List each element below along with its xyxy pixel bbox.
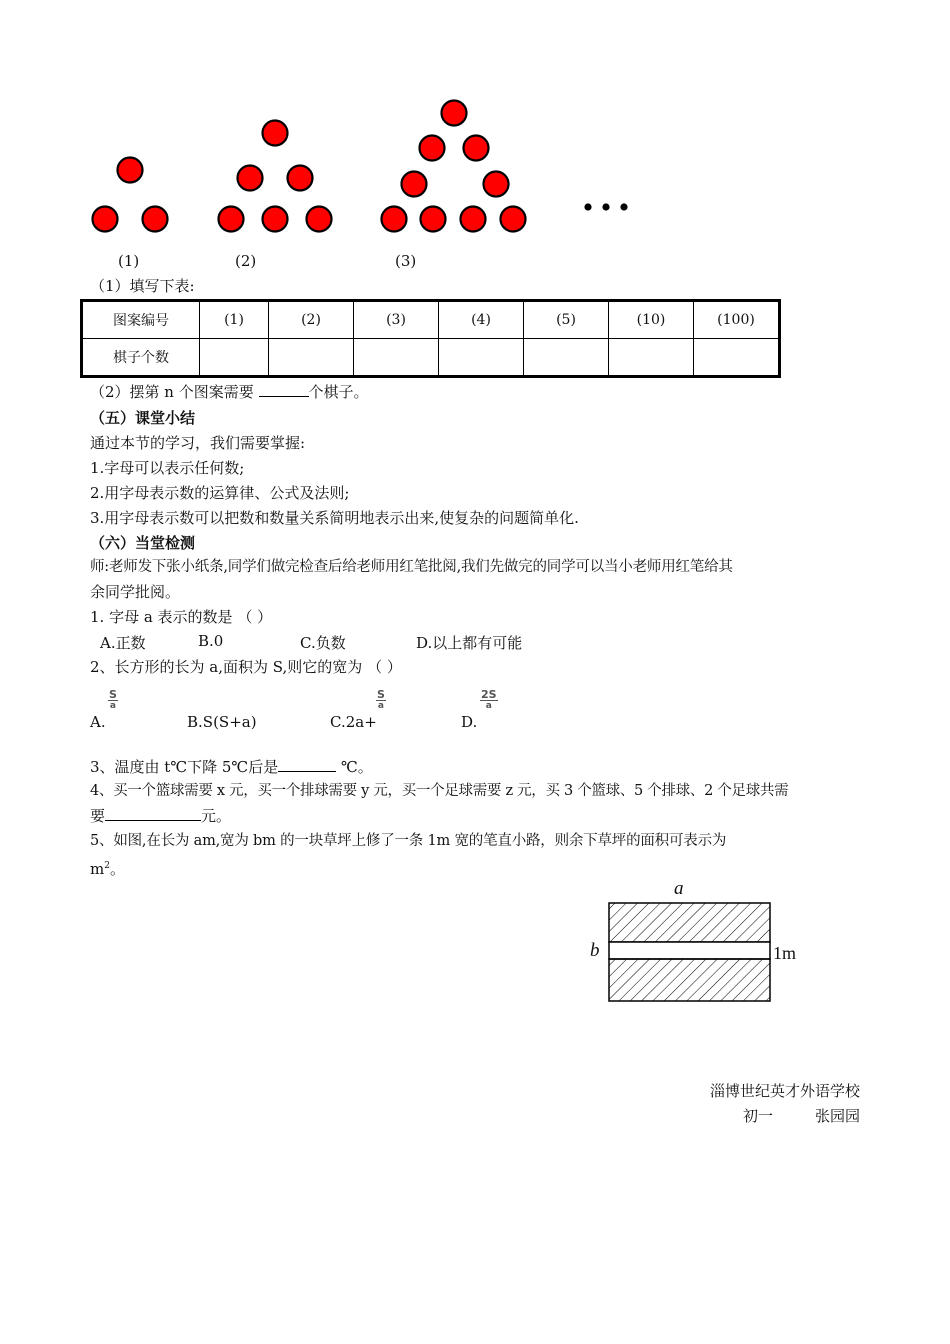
pattern-dot [263, 121, 288, 146]
section-5-point-3: 3.用字母表示数可以把数和数量关系简明地表示出来,使复杂的问题简单化. [90, 509, 579, 527]
fraction-numerator: S [109, 688, 117, 701]
question-3-text [90, 757, 373, 777]
pattern-dot [93, 207, 118, 232]
table-blank-cell[interactable] [354, 339, 439, 377]
pattern-dot [464, 136, 489, 161]
pattern-label-2: (2) [235, 252, 257, 270]
table-blank-cell[interactable] [694, 339, 780, 377]
q3-text-after: ℃。 [336, 758, 373, 776]
table-blank-cell[interactable] [269, 339, 354, 377]
question-4-line-2 [90, 806, 231, 826]
fraction-denominator: a [109, 701, 116, 711]
q4-text-before: 要 [90, 807, 106, 825]
ellipsis-dot [602, 203, 609, 210]
q2-option-a-fraction [108, 689, 118, 712]
question-2-text: 2、长方形的长为 a,面积为 S,则它的宽为 （ ） [90, 658, 402, 676]
q1-option-d[interactable]: D.以上都有可能 [416, 634, 523, 652]
question-5-line-2 [90, 856, 125, 879]
ellipsis-dot [620, 203, 627, 210]
pattern-dot [288, 166, 313, 191]
pattern-dot [501, 207, 526, 232]
table-row [82, 301, 780, 339]
pattern-dot [420, 136, 445, 161]
table-col-header: (10) [609, 301, 694, 339]
pattern-ellipsis [584, 203, 627, 210]
pattern-label-3: (3) [395, 252, 417, 270]
table-row [82, 339, 780, 377]
pattern-dot [461, 207, 486, 232]
diagram-label-a: a [674, 878, 684, 899]
pattern-dots [93, 101, 526, 232]
pattern-figure [0, 0, 950, 280]
table-col-header: (2) [269, 301, 354, 339]
fill-table [80, 299, 781, 378]
pattern-dot [143, 207, 168, 232]
pattern-dot [402, 172, 427, 197]
table-blank-cell[interactable] [439, 339, 524, 377]
lawn-top-hatched [609, 903, 770, 942]
question-4-line-1: 4、买一个篮球需要 x 元，买一个排球需要 y 元，买一个足球需要 z 元，买 3 个篮球、5 个排球、2 个足球共需 [90, 783, 789, 799]
pattern-dot [219, 207, 244, 232]
diagram-label-path: 1m [773, 943, 797, 963]
q2-option-d-fraction [480, 689, 498, 712]
q2-option-d[interactable]: D. [461, 713, 478, 731]
task-2-prompt [90, 382, 369, 402]
section-6-intro-2: 余同学批阅。 [90, 583, 181, 601]
table-col-header: (1) [200, 301, 269, 339]
fraction-denominator: a [485, 701, 492, 711]
pattern-dot [421, 207, 446, 232]
section-6-title: （六）当堂检测 [90, 534, 196, 552]
q3-blank[interactable] [278, 757, 336, 772]
q2-option-c-fraction [376, 689, 386, 712]
pattern-dot [118, 158, 143, 183]
q2-option-b[interactable]: B.S(S+a) [187, 713, 257, 731]
path-strip [609, 942, 770, 959]
table-col-header: (4) [439, 301, 524, 339]
footer-grade: 初一 [743, 1107, 774, 1125]
footer-school: 淄博世纪英才外语学校 [709, 1082, 860, 1100]
table-blank-cell[interactable] [524, 339, 609, 377]
q1-option-c[interactable]: C.负数 [300, 634, 346, 652]
pattern-label-1: (1) [118, 252, 140, 270]
section-5-intro: 通过本节的学习，我们需要掌握: [90, 434, 306, 452]
task-2-blank[interactable] [259, 382, 309, 397]
q3-text-before: 3、温度由 t℃下降 5℃后是 [90, 758, 279, 776]
pattern-dot [442, 101, 467, 126]
q4-text-after: 元。 [201, 807, 232, 825]
q5-unit-end: 。 [109, 860, 125, 878]
ellipsis-dot [584, 203, 591, 210]
q5-unit-exponent: 2 [104, 861, 110, 871]
section-5-title: （五）课堂小结 [90, 409, 196, 427]
section-5-point-2: 2.用字母表示数的运算律、公式及法则; [90, 484, 350, 502]
section-6-intro-1: 师:老师发下张小纸条,同学们做完检查后给老师用红笔批阅,我们先做完的同学可以当小老师用红笔给其 [90, 559, 733, 575]
fraction-numerator: 2S [481, 688, 497, 701]
question-1-text: 1. 字母 a 表示的数是 （ ） [90, 608, 273, 626]
footer-author: 张园园 [814, 1107, 860, 1125]
q2-option-a[interactable]: A. [90, 713, 106, 731]
q4-blank[interactable] [105, 806, 201, 821]
pattern-dot [484, 172, 509, 197]
table-blank-cell[interactable] [200, 339, 269, 377]
table-col-header: (100) [694, 301, 780, 339]
pattern-dot [238, 166, 263, 191]
pattern-dot [382, 207, 407, 232]
q1-option-a[interactable]: A.正数 [100, 634, 146, 652]
pattern-dot [263, 207, 288, 232]
fraction-numerator: S [377, 688, 385, 701]
lawn-diagram [600, 895, 780, 1010]
table-col-header: (5) [524, 301, 609, 339]
task-1-prompt: （1）填写下表: [90, 277, 195, 295]
fraction-denominator: a [377, 701, 384, 711]
diagram-label-b: b [590, 940, 600, 961]
task-2-text-before: （2）摆第 n 个图案需要 [90, 383, 259, 401]
pattern-dot [307, 207, 332, 232]
q1-option-b[interactable]: B.0 [198, 632, 224, 650]
q2-option-c[interactable]: C.2a+ [330, 713, 377, 731]
table-header-piece-count: 棋子个数 [82, 339, 200, 377]
section-5-point-1: 1.字母可以表示任何数; [90, 459, 245, 477]
table-col-header: (3) [354, 301, 439, 339]
table-blank-cell[interactable] [609, 339, 694, 377]
table-header-pattern-number: 图案编号 [82, 301, 200, 339]
lawn-bottom-hatched [609, 959, 770, 1001]
question-5-line-1: 5、如图,在长为 am,宽为 bm 的一块草坪上修了一条 1m 宽的笔直小路，则余下草坪的面积可表示为 [90, 833, 727, 849]
q5-unit: m [90, 860, 105, 878]
task-2-text-after: 个棋子。 [308, 383, 369, 401]
